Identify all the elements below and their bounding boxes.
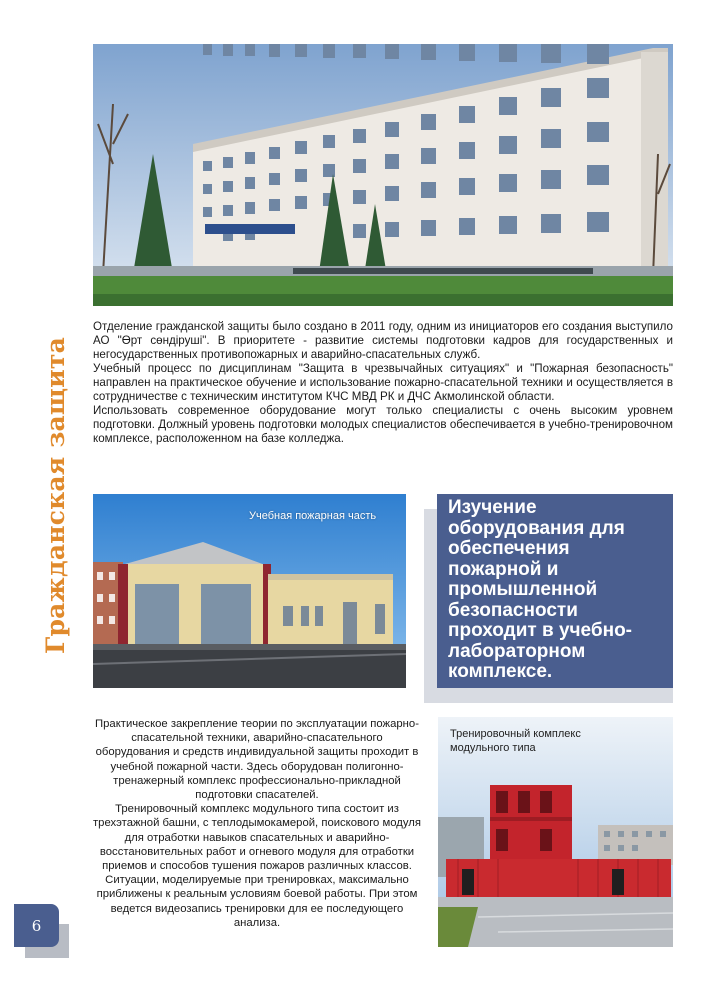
training-tower-caption: Тренировочный комплекс модульного типа bbox=[450, 728, 581, 754]
section-title bbox=[30, 336, 82, 654]
college-building-photo bbox=[93, 44, 673, 306]
intro-text bbox=[93, 320, 673, 446]
highlight-quote-box bbox=[437, 494, 673, 688]
page-number: 6 bbox=[31, 916, 42, 935]
fire-station-caption: Учебная пожарная часть bbox=[249, 510, 377, 522]
page-number-badge bbox=[14, 904, 59, 947]
intro-paragraph: Использовать современное оборудование могут только специалисты с очень высоким уровнем подготовки. Должный уровень подготовки молодых специалистов обеспечивается в учебно-тренировочном комплексе, расположенном на базе колледжа. bbox=[93, 404, 673, 445]
fire-station-photo bbox=[93, 494, 406, 688]
training-paragraph: Практическое закрепление теории по эксплуатации пожарно-спасательной техники, аварийно-спасательного оборудования и средств индивидуальной защиты проходит в учебной пожарной части. Здесь оборудован полигонно-тренажерный комплекс профессионально-прикладной подготовки спасателей. bbox=[95, 718, 419, 802]
intro-paragraph: Учебный процесс по дисциплинам "Защита в чрезвычайных ситуациях" и "Пожарная безопасность" направлен на практическое обучение и использование пожарно-спасательной техники и осуществляется в сотрудничестве с техническим институтом КЧС МВД РК и ДЧС Акмолинской области. bbox=[93, 362, 673, 403]
training-text bbox=[93, 717, 421, 930]
intro-paragraph: Отделение гражданской защиты было создано в 2011 году, одним из инициаторов его создания выступило АО "Өрт сөндіруші". В приоритете - развитие системы подготовки кадров для государственных и негосударственных противопожарных и аварийно-спасательных служб. bbox=[93, 320, 673, 361]
highlight-quote-text: Изучение оборудования для обеспечения пожарной и промышленной безопасности проходит в учебно-лабораторном комплексе. bbox=[448, 497, 633, 682]
training-paragraph: Тренировочный комплекс модульного типа состоит из трехэтажной башни, с теплодымокамерой, поискового модуля для отработки навыков спасательных и аварийно-восстановительных работ и огневого модуля для отработки приемов и способов тушения пожаров различных классов. bbox=[93, 803, 421, 873]
section-title-text: Гражданская защита bbox=[41, 336, 71, 654]
training-paragraph: Ситуации, моделируемые при тренировках, максимально приближены к реальным условиям боевой работы. При этом ведется видеозапись тренировки для ее последующего анализа. bbox=[96, 874, 418, 929]
